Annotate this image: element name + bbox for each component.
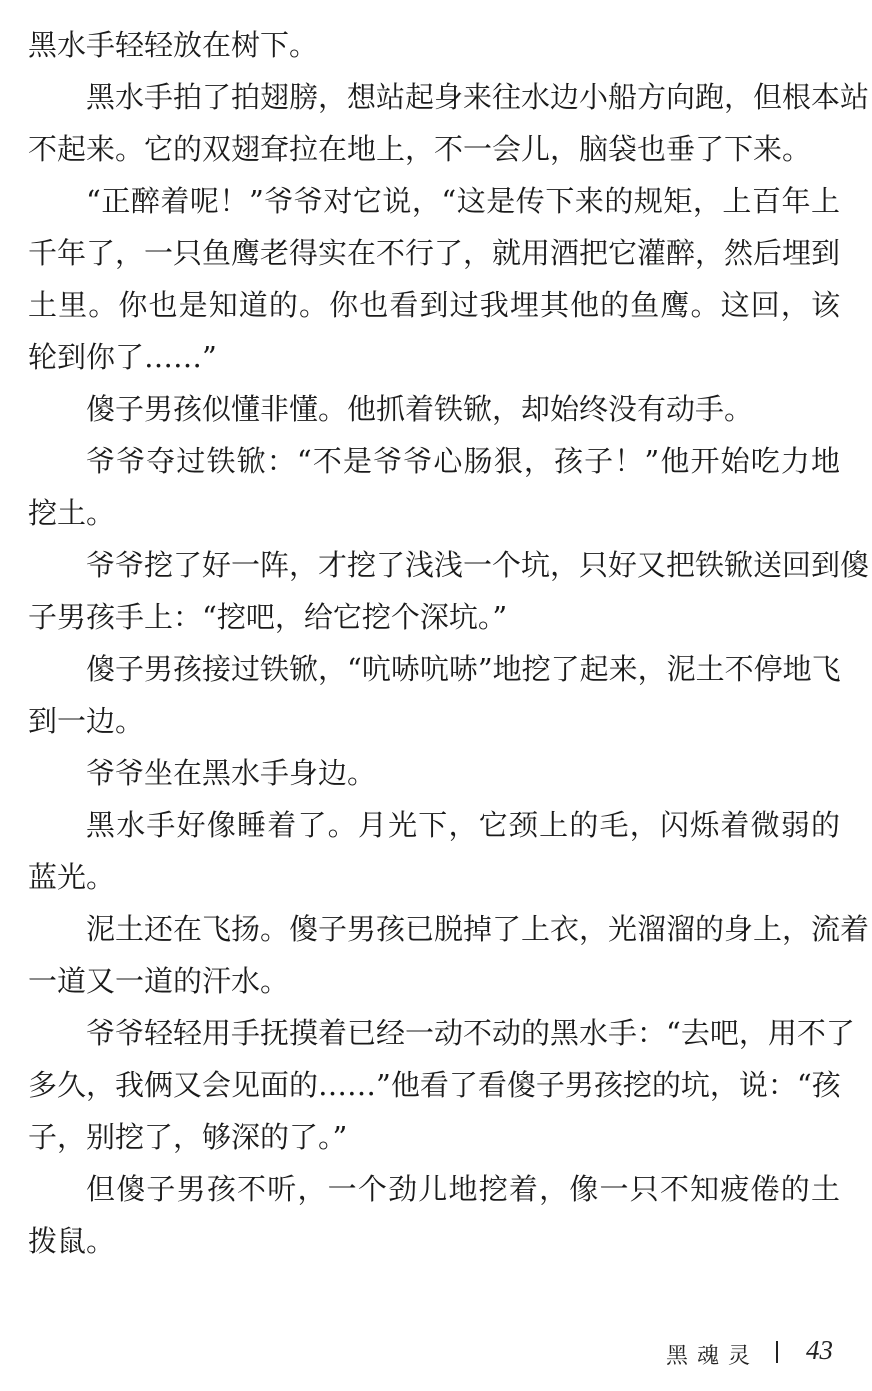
paragraph: [28, 71, 870, 175]
paragraph: [28, 903, 870, 1007]
text-line: 挖土。: [28, 496, 116, 530]
paragraph: [28, 435, 840, 539]
text-line: 一道又一道的汗水。: [28, 964, 290, 998]
text-line: 黑水手拍了拍翅膀，想站起身来往水边小船方向跑，但根本站: [86, 80, 870, 114]
running-title: 黑魂灵: [666, 1344, 760, 1369]
text-line: 黑水手好像睡着了。月光下，它颈上的毛，闪烁着微弱的: [86, 808, 840, 842]
text-line: 爷爷轻轻用手抚摸着已经一动不动的黑水手：“去吧，用不了: [86, 1016, 855, 1050]
text-line: 傻子男孩似懂非懂。他抓着铁锨，却始终没有动手。: [86, 392, 754, 426]
text-line: 黑水手轻轻放在树下。: [28, 28, 319, 62]
paragraph: [28, 799, 840, 903]
text-line: 傻子男孩接过铁锨，“吭哧吭哧”地挖了起来，泥土不停地飞: [86, 652, 841, 686]
footer-divider: [776, 1341, 778, 1363]
text-line: 爷爷挖了好一阵，才挖了浅浅一个坑，只好又把铁锨送回到傻: [86, 548, 870, 582]
text-line: 爷爷坐在黑水手身边。: [86, 756, 377, 790]
text-line: 千年了，一只鱼鹰老得实在不行了，就用酒把它灌醉，然后埋到: [28, 236, 841, 270]
text-line: 泥土还在飞扬。傻子男孩已脱掉了上衣，光溜溜的身上，流着: [86, 912, 870, 946]
page-footer: [0, 1333, 872, 1373]
page-number: 43: [806, 1335, 833, 1365]
paragraph: [28, 19, 840, 71]
text-line: 子，别挖了，够深的了。”: [28, 1120, 348, 1154]
text-line: 土里。你也是知道的。你也看到过我埋其他的鱼鹰。这回，该: [28, 288, 840, 322]
paragraph: [28, 747, 840, 799]
body-text: [28, 19, 870, 1267]
text-line: 不起来。它的双翅耷拉在地上，不一会儿，脑袋也垂了下来。: [28, 132, 812, 166]
paragraph: [28, 539, 870, 643]
text-line: 多久，我俩又会见面的……”他看了看傻子男孩挖的坑，说：“孩: [28, 1068, 841, 1102]
paragraph: [28, 175, 840, 383]
paragraph: [28, 643, 840, 747]
text-line: “正醉着呢！”爷爷对它说，“这是传下来的规矩，上百年上: [86, 184, 840, 218]
text-line: 子男孩手上：“挖吧，给它挖个深坑。”: [28, 600, 508, 634]
text-line: 爷爷夺过铁锨：“不是爷爷心肠狠，孩子！”他开始吃力地: [86, 444, 840, 478]
paragraph: [28, 383, 840, 435]
text-line: 轮到你了……”: [28, 340, 217, 374]
text-line: 到一边。: [28, 704, 145, 738]
paragraph: [28, 1007, 855, 1163]
paragraph: [28, 1163, 840, 1267]
text-line: 拨鼠。: [28, 1224, 116, 1258]
text-line: 但傻子男孩不听，一个劲儿地挖着，像一只不知疲倦的土: [86, 1172, 840, 1206]
text-line: 蓝光。: [28, 860, 116, 894]
